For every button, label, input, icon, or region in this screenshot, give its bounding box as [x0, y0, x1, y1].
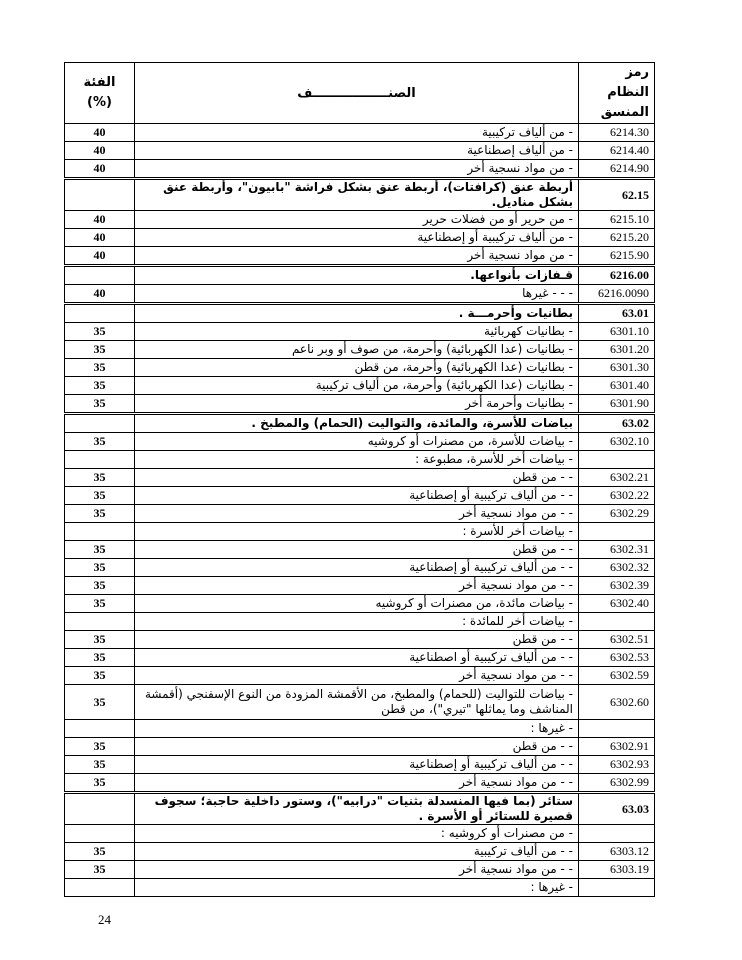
table-row — [65, 523, 655, 541]
description-cell: - - من قطن — [135, 469, 579, 487]
code-cell: 6302.51 — [579, 631, 655, 649]
rate-cell — [65, 523, 135, 541]
code-cell: 6302.99 — [579, 774, 655, 793]
table-row — [65, 738, 655, 756]
description-cell: - من مصنرات أو كروشيه : — [135, 825, 579, 843]
rate-cell: 35 — [65, 861, 135, 879]
description-cell: بطانيات وأحرمـــة . — [135, 304, 579, 323]
code-cell: 6301.40 — [579, 377, 655, 395]
description-cell: قـفازات بأنواعها. — [135, 266, 579, 285]
rate-cell — [65, 451, 135, 469]
table-body — [65, 124, 655, 897]
rate-cell: 35 — [65, 541, 135, 559]
table-row — [65, 487, 655, 505]
table-row — [65, 285, 655, 304]
table-row — [65, 469, 655, 487]
rate-cell: 35 — [65, 377, 135, 395]
code-cell: 6302.22 — [579, 487, 655, 505]
table-row — [65, 879, 655, 897]
description-cell: - بياضات أخر للأسرة، مطبوعة : — [135, 451, 579, 469]
table-row — [65, 124, 655, 142]
rate-cell — [65, 304, 135, 323]
header-description: الصنـــــــــــــــــف — [135, 63, 579, 124]
rate-cell: 35 — [65, 341, 135, 359]
description-cell: - - من مواد نسجية أخر — [135, 774, 579, 793]
description-cell: - بياضات للتواليت (للحمام) والمطبخ، من الأقمشة المزودة من النوع الإسفنجي (أقمشة المناشف وما يماثلها "تيري")، من قطن — [135, 685, 579, 720]
rate-cell: 40 — [65, 229, 135, 247]
rate-cell: 40 — [65, 142, 135, 160]
code-cell — [579, 613, 655, 631]
description-cell: - بطانيات كهربائية — [135, 323, 579, 341]
table-row — [65, 229, 655, 247]
code-cell: 6214.90 — [579, 160, 655, 179]
rate-cell: 35 — [65, 433, 135, 451]
code-cell: 6302.32 — [579, 559, 655, 577]
header-code — [579, 63, 655, 124]
description-cell: بياضات للأسرة، والمائدة، والتواليت (الحمام) والمطبخ . — [135, 414, 579, 433]
rate-cell: 35 — [65, 738, 135, 756]
table-row — [65, 377, 655, 395]
rate-cell: 35 — [65, 577, 135, 595]
code-cell: 6302.10 — [579, 433, 655, 451]
rate-cell — [65, 414, 135, 433]
tariff-table — [64, 62, 655, 897]
description-cell: - من ألياف تركيبية — [135, 124, 579, 142]
description-cell: - بياضات أخر للمائدة : — [135, 613, 579, 631]
description-cell: - - من قطن — [135, 541, 579, 559]
table-header-row — [65, 63, 655, 124]
code-cell: 6215.10 — [579, 211, 655, 229]
rate-cell: 35 — [65, 774, 135, 793]
code-cell: 6301.10 — [579, 323, 655, 341]
rate-cell: 35 — [65, 323, 135, 341]
code-cell: 6301.20 — [579, 341, 655, 359]
header-code-line2: المنسق — [600, 105, 649, 120]
rate-cell: 40 — [65, 211, 135, 229]
description-cell: ستائر (بما فيها المنسدلة بثنيات "درابيه")، وستور داخلية حاجبة؛ سجوف قصيرة للستائر أو الأسرة . — [135, 793, 579, 825]
code-cell: 63.02 — [579, 414, 655, 433]
rate-cell: 35 — [65, 395, 135, 414]
table-row — [65, 247, 655, 266]
rate-cell: 35 — [65, 667, 135, 685]
description-cell: - - من مواد نسجية أخر — [135, 577, 579, 595]
rate-cell — [65, 720, 135, 738]
description-cell: - - من قطن — [135, 631, 579, 649]
table-row — [65, 720, 655, 738]
page-number: 24 — [98, 912, 111, 927]
code-cell: 6302.31 — [579, 541, 655, 559]
rate-cell: 35 — [65, 469, 135, 487]
code-cell: 63.03 — [579, 793, 655, 825]
header-rate — [65, 63, 135, 124]
code-cell: 6302.39 — [579, 577, 655, 595]
code-cell: 6302.93 — [579, 756, 655, 774]
rate-cell: 40 — [65, 247, 135, 266]
table-row — [65, 861, 655, 879]
table-row — [65, 433, 655, 451]
table-row — [65, 541, 655, 559]
code-cell: 6303.19 — [579, 861, 655, 879]
rate-cell: 35 — [65, 843, 135, 861]
table-row — [65, 395, 655, 414]
code-cell: 62.15 — [579, 179, 655, 211]
description-cell: - بياضات للأسرة، من مصنرات أو كروشيه — [135, 433, 579, 451]
table-row — [65, 211, 655, 229]
table-row — [65, 595, 655, 613]
code-cell: 6303.12 — [579, 843, 655, 861]
tariff-table-container — [64, 62, 654, 897]
rate-cell — [65, 879, 135, 897]
table-row — [65, 559, 655, 577]
description-cell: - من مواد نسجية أخر — [135, 247, 579, 266]
code-cell: 63.01 — [579, 304, 655, 323]
table-row — [65, 142, 655, 160]
rate-cell: 35 — [65, 559, 135, 577]
code-cell: 6214.40 — [579, 142, 655, 160]
rate-cell: 40 — [65, 285, 135, 304]
code-cell — [579, 825, 655, 843]
code-cell: 6302.91 — [579, 738, 655, 756]
header-code-line1: رمز النظام — [607, 65, 649, 100]
description-cell: - - - غيرها — [135, 285, 579, 304]
description-cell: - - من ألياف تركيبية أو اصطناعية — [135, 649, 579, 667]
description-cell: - من حرير أو من فضلات حرير — [135, 211, 579, 229]
table-row — [65, 843, 655, 861]
description-cell: - من ألياف تركيبية أو إصطناعية — [135, 229, 579, 247]
description-cell: - بطانيات (عدا الكهربائية) وأحرمة، من صوف أو وبر ناعم — [135, 341, 579, 359]
table-row — [65, 505, 655, 523]
description-cell: - بطانيات (عدا الكهربائية) وأحرمة، من قطن — [135, 359, 579, 377]
description-cell: - - من قطن — [135, 738, 579, 756]
description-cell: - بياضات مائدة، من مصنرات أو كروشيه — [135, 595, 579, 613]
code-cell: 6216.00 — [579, 266, 655, 285]
table-row — [65, 685, 655, 720]
table-row — [65, 825, 655, 843]
code-cell — [579, 523, 655, 541]
code-cell: 6302.29 — [579, 505, 655, 523]
description-cell: - من مواد نسجية أخر — [135, 160, 579, 179]
table-row — [65, 160, 655, 179]
rate-cell — [65, 266, 135, 285]
header-rate-line2: (%) — [87, 95, 112, 110]
rate-cell: 35 — [65, 359, 135, 377]
description-cell: - غيرها : — [135, 879, 579, 897]
table-row — [65, 451, 655, 469]
description-cell: - - من مواد نسجية أخر — [135, 667, 579, 685]
rate-cell: 35 — [65, 685, 135, 720]
description-cell: - بياضات أخر للأسرة : — [135, 523, 579, 541]
code-cell — [579, 451, 655, 469]
code-cell: 6301.90 — [579, 395, 655, 414]
rate-cell: 40 — [65, 124, 135, 142]
code-cell: 6214.30 — [579, 124, 655, 142]
table-row — [65, 649, 655, 667]
table-row — [65, 359, 655, 377]
rate-cell: 35 — [65, 595, 135, 613]
table-row — [65, 631, 655, 649]
description-cell: - من ألياف إصطناعية — [135, 142, 579, 160]
rate-cell — [65, 825, 135, 843]
table-row — [65, 774, 655, 793]
heading-row — [65, 304, 655, 323]
code-cell: 6301.30 — [579, 359, 655, 377]
heading-row — [65, 266, 655, 285]
code-cell — [579, 720, 655, 738]
rate-cell — [65, 179, 135, 211]
code-cell: 6216.0090 — [579, 285, 655, 304]
description-cell: - بطانيات وأحرمة أخر — [135, 395, 579, 414]
table-row — [65, 341, 655, 359]
description-cell: - غيرها : — [135, 720, 579, 738]
table-row — [65, 667, 655, 685]
heading-row — [65, 179, 655, 211]
table-row — [65, 756, 655, 774]
heading-row — [65, 414, 655, 433]
description-cell: - - من مواد نسجية أخر — [135, 505, 579, 523]
code-cell: 6302.53 — [579, 649, 655, 667]
description-cell: - بطانيات (عدا الكهربائية) وأحرمة، من ألياف تركيبية — [135, 377, 579, 395]
table-row — [65, 613, 655, 631]
code-cell: 6302.59 — [579, 667, 655, 685]
rate-cell: 35 — [65, 649, 135, 667]
heading-row — [65, 793, 655, 825]
rate-cell: 35 — [65, 756, 135, 774]
description-cell: - - من ألياف تركيبية — [135, 843, 579, 861]
code-cell: 6302.60 — [579, 685, 655, 720]
description-cell: أربطة عنق (كرافتات)، أربطة عنق بشكل فراشة "بابيون"، وأربطة عنق بشكل مناديل. — [135, 179, 579, 211]
code-cell: 6215.20 — [579, 229, 655, 247]
description-cell: - - من ألياف تركيبية أو إصطناعية — [135, 559, 579, 577]
rate-cell: 40 — [65, 160, 135, 179]
code-cell: 6215.90 — [579, 247, 655, 266]
description-cell: - - من ألياف تركيبية أو إصطناعية — [135, 487, 579, 505]
description-cell: - - من ألياف تركيبية أو إصطناعية — [135, 756, 579, 774]
table-row — [65, 577, 655, 595]
rate-cell — [65, 613, 135, 631]
description-cell: - - من مواد نسجية أخر — [135, 861, 579, 879]
rate-cell: 35 — [65, 505, 135, 523]
table-row — [65, 323, 655, 341]
code-cell: 6302.21 — [579, 469, 655, 487]
header-rate-line1: الفئة — [83, 75, 116, 90]
rate-cell — [65, 793, 135, 825]
rate-cell: 35 — [65, 631, 135, 649]
code-cell — [579, 879, 655, 897]
code-cell: 6302.40 — [579, 595, 655, 613]
rate-cell: 35 — [65, 487, 135, 505]
